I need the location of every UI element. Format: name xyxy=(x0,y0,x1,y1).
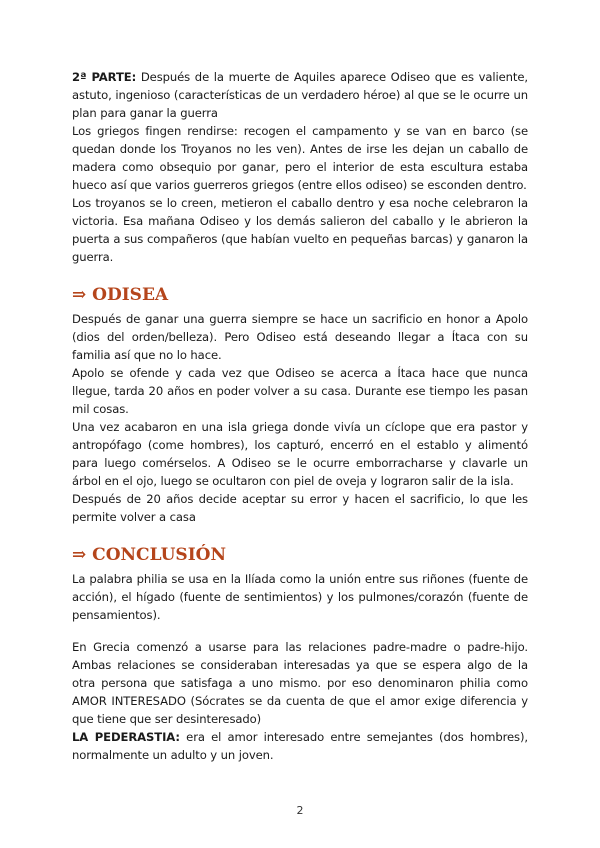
part2-paragraph-1 xyxy=(72,68,528,122)
conclusion-paragraph-1: La palabra philia se usa en la Ilíada como la unión entre sus riñones (fuente de acción), el hígado (fuente de sentimientos) y los pulmones/corazón (fuente de pensamientos). xyxy=(72,572,528,622)
document-page xyxy=(72,68,528,764)
page-number: 2 xyxy=(296,804,304,817)
part2-paragraph-3: Los troyanos se lo creen, metieron el caballo dentro y esa noche celebraron la victoria. Esa mañana Odiseo y los demás salieron del caballo y le abrieron la puerta a sus compañeros (que habían vuelto en pequeñas barcas) y ganaron la guerra. xyxy=(72,196,528,264)
odisea-paragraph-1: Después de ganar una guerra siempre se hace un sacrificio en honor a Apolo (dios del orden/belleza). Pero Odiseo está deseando llegar a Ítaca con su familia así que no lo hace. xyxy=(72,312,528,362)
odisea-heading: ⇒ ODISEA xyxy=(72,285,169,305)
odisea-paragraph-2: Apolo se ofende y cada vez que Odiseo se acerca a Ítaca hace que nunca llegue, tarda 20 años en poder volver a su casa. Durante ese tiempo les pasan mil cosas. xyxy=(72,366,528,416)
part2-paragraph-2: Los griegos fingen rendirse: recogen el campamento y se van en barco (se quedan donde los Troyanos no les ven). Antes de irse les dejan un caballo de madera como obsequio por ganar, pero el interior de esta escultura estaba hueco así que varios guerreros griegos (entre ellos odiseo) se esconden dentro. xyxy=(72,124,528,192)
odisea-paragraph-3: Una vez acabaron en una isla griega donde vivía un cíclope que era pastor y antropófago (come hombres), los capturó, encerró en el establo y alimentó para luego comérselos. A Odiseo se le ocurre emborracharse y clavarle un árbol en el ojo, luego se ocultaron con piel de oveja y lograron salir de la isla. xyxy=(72,420,528,488)
conclusion-paragraph-3 xyxy=(72,728,528,764)
part2-text-1: Después de la muerte de Aquiles aparece Odiseo que es valiente, astuto, ingenioso (características de un verdadero héroe) al que se le ocurre un plan para ganar la guerra xyxy=(72,70,528,120)
conclusion-heading: ⇒ CONCLUSIÓN xyxy=(72,545,226,565)
paragraph-gap xyxy=(72,624,528,638)
pederastia-label: LA PEDERASTIA: xyxy=(72,730,180,744)
odisea-paragraph-4: Después de 20 años decide aceptar su error y hacen el sacrificio, lo que les permite volver a casa xyxy=(72,492,528,524)
conclusion-paragraph-2: En Grecia comenzó a usarse para las relaciones padre-madre o padre-hijo. Ambas relaciones se consideraban interesadas ya que se espera algo de la otra persona que satisfaga a uno mismo. por eso denominaron philia como AMOR INTERESADO (Sócrates se da cuenta de que el amor exige diferencia y que tiene que ser desinteresado) xyxy=(72,640,528,726)
part2-label: 2ª PARTE: xyxy=(72,70,137,84)
pederastia-text: era el amor interesado entre semejantes (dos hombres), normalmente un adulto y un joven. xyxy=(72,730,528,762)
